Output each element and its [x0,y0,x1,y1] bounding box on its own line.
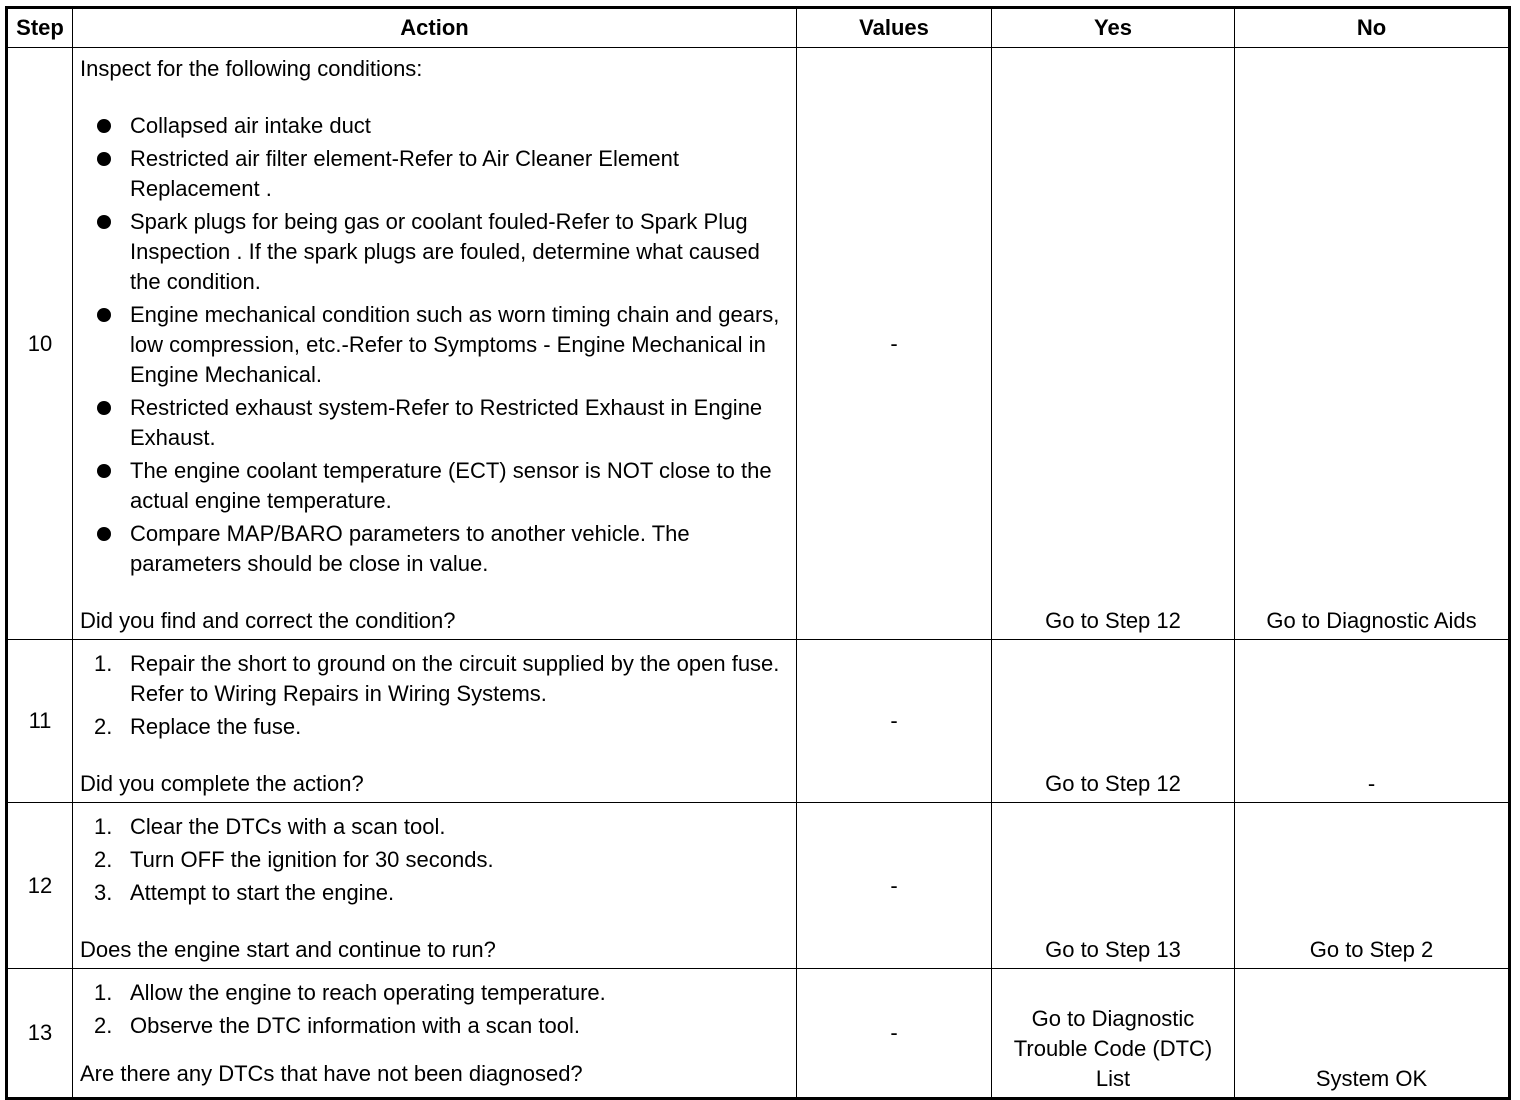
header-row [7,8,1510,48]
action-cell [73,640,797,803]
list-item: 3. Attempt to start the engine. [94,880,395,905]
list-item: Compare MAP/BARO parameters to another vehicle. The parameters should be close in value. [80,519,792,579]
list-item: 1. Repair the short to ground on the circuit supplied by the open fuse. Refer to Wiring Repairs in Wiring Systems. [94,651,780,706]
list-item: Collapsed air intake duct [80,111,792,141]
list-item: Spark plugs for being gas or coolant fouled-Refer to Spark Plug Inspection . If the spark plugs are fouled, determine what caused the condition. [80,207,792,297]
no-cell: System OK [1235,969,1510,1099]
values-cell: - [797,803,992,969]
action-cell [73,803,797,969]
list-item: 1. Clear the DTCs with a scan tool. [94,814,446,839]
list-item: 2. Observe the DTC information with a scan tool. [94,1013,580,1038]
bullet-list [80,111,792,579]
yes-cell: Go to Step 12 [992,640,1235,803]
list-item: 2. Turn OFF the ignition for 30 seconds. [94,847,494,872]
action-cell [73,969,797,1099]
bullet-icon [97,152,111,166]
bullet-icon [97,215,111,229]
diagnostic-table [5,6,1511,1100]
header-no: No [1235,8,1510,48]
table-row [7,803,1510,969]
step-number: 10 [7,48,73,640]
list-item: The engine coolant temperature (ECT) sensor is NOT close to the actual engine temperature. [80,456,792,516]
bullet-icon [97,464,111,478]
list-item: Restricted air filter element-Refer to Air Cleaner Element Replacement . [80,144,792,204]
bullet-icon [97,527,111,541]
no-cell: Go to Step 2 [1235,803,1510,969]
bullet-icon [97,119,111,133]
list-item: 2. Replace the fuse. [94,714,302,739]
numbered-list [80,978,792,1041]
action-cell [73,48,797,640]
step-number: 12 [7,803,73,969]
table-row [7,640,1510,803]
step-number: 11 [7,640,73,803]
values-cell: - [797,640,992,803]
values-cell: - [797,969,992,1099]
yes-cell: Go to Step 12 [992,48,1235,640]
yes-cell: Go to Step 13 [992,803,1235,969]
numbered-list [80,649,792,742]
table-row [7,48,1510,640]
table-row [7,969,1510,1099]
header-action: Action [73,8,797,48]
header-values: Values [797,8,992,48]
no-cell: - [1235,640,1510,803]
action-intro: Inspect for the following conditions: [80,56,423,81]
list-item: 1. Allow the engine to reach operating temperature. [94,980,606,1005]
header-step: Step [7,8,73,48]
values-cell: - [797,48,992,640]
numbered-list [80,812,792,908]
list-item: Engine mechanical condition such as worn timing chain and gears, low compression, etc.-Refer to Symptoms - Engine Mechanical in Engine Mechanical. [80,300,792,390]
yes-cell: Go to Diagnostic Trouble Code (DTC) List [992,969,1235,1099]
action-question: Did you find and correct the condition? [80,608,456,633]
step-number: 13 [7,969,73,1099]
action-question: Did you complete the action? [80,771,364,796]
header-yes: Yes [992,8,1235,48]
bullet-icon [97,401,111,415]
list-item: Restricted exhaust system-Refer to Restricted Exhaust in Engine Exhaust. [80,393,792,453]
bullet-icon [97,308,111,322]
no-cell: Go to Diagnostic Aids [1235,48,1510,640]
action-question: Does the engine start and continue to run? [80,937,496,962]
action-question: Are there any DTCs that have not been diagnosed? [80,1061,583,1086]
